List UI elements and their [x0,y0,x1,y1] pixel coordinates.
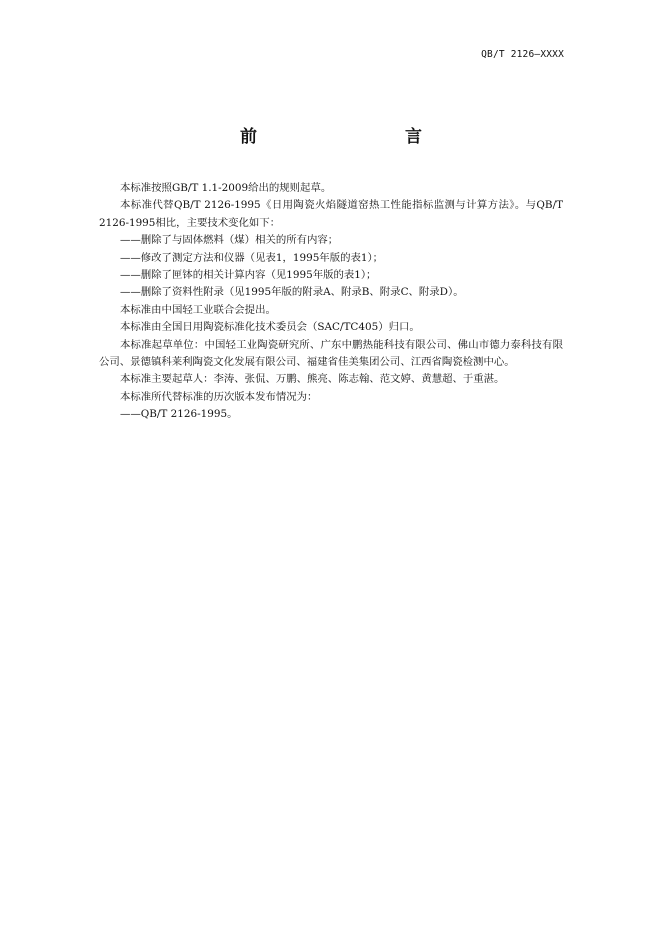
paragraph-version-history: 本标准所代替标准的历次版本发布情况为： [120,390,318,403]
foreword-body [99,180,563,424]
change-item-methods: ——修改了测定方法和仪器（见表1，1995年版的表1）； [120,251,384,264]
paragraph-drafters: 本标准主要起草人：李涛、张侃、万鹏、熊亮、陈志翰、范文婷、黄慧超、于重湛。 [120,373,505,386]
paragraph-drafting-units: 本标准起草单位：中国轻工业陶瓷研究所、广东中鹏热能科技有限公司、佛山市德力泰科技有限公司、景德镇科莱利陶瓷文化发展有限公司、福建省佳美集团公司、江西省陶瓷检测中心。 [99,338,563,369]
change-item-solid-fuel: ——删除了与固体燃料（煤）相关的所有内容； [120,234,339,247]
paragraph-replaces-standard: 本标准代替QB/T 2126-1995《日用陶瓷火焰隧道窑热工性能指标监测与计算方法》。与QB/T 2126-1995相比，主要技术变化如下： [99,199,563,229]
paragraph-technical-committee: 本标准由全国日用陶瓷标准化技术委员会（SAC/TC405）归口。 [120,321,420,334]
page-title: 前 言 [240,127,460,147]
version-item-1995: ——QB/T 2126-1995。 [120,408,238,421]
paragraph-proposed-by: 本标准由中国轻工业联合会提出。 [120,303,276,316]
document-code-header: QB/T 2126—XXXX [481,49,564,60]
change-item-saggar: ——删除了匣钵的相关计算内容（见1995年版的表1）； [120,269,377,282]
paragraph-drafting-rules: 本标准按照GB/T 1.1-2009给出的规则起草。 [120,182,332,194]
change-item-annexes: ——删除了资料性附录（见1995年版的附录A、附录B、附录C、附录D）。 [120,286,464,299]
